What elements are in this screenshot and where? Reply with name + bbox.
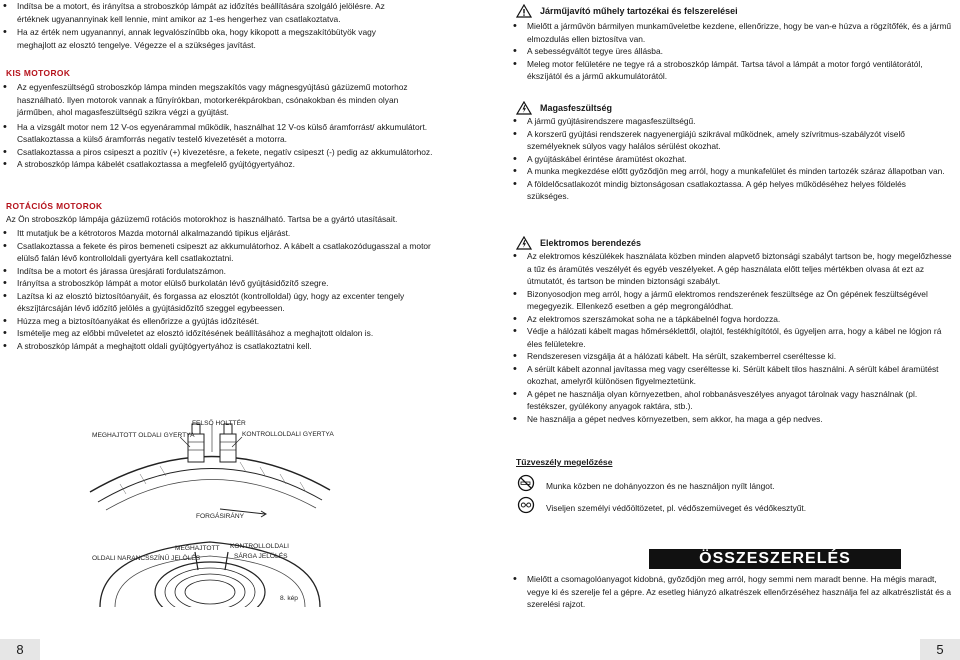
list-item: • Indítsa be a motort, és irányítsa a stroboszkóp lámpát az időzítés beállítására szolgáló jelölésre. Az értéknek ugyanannyinak kell lennie, mint amikor az 1-es hengerhez van csatlakoztatva. [0,0,405,25]
tuz-item-smoking: Munka közben ne dohányozzon és ne használjon nyílt lángot. [510,476,950,498]
rotary-engine-figure [80,412,360,607]
list-item: • Itt mutatjuk be a kétrotoros Mazda motornál alkalmazandó tipikus eljárást. [0,227,436,240]
protective-gear-icon [517,496,535,514]
label-kontroll-gyertya: KONTROLLOLDALI GYERTYA [242,431,334,438]
list-item: • A korszerű gyújtási rendszerek nagyenergiájú szikrával működnek, amely szívritmus-szabályzót viselő személyeknek súlyos vagy halálos sérülést okozhat. [510,128,950,153]
magas-title: Magasfeszültség [540,103,613,113]
label-forgasirany: FORGÁSIRÁNY [196,513,244,520]
high-voltage-icon [516,101,532,115]
list-item: • A jármű gyújtásirendszere magasfeszültségű. [510,115,950,128]
list-item: • Ha a vizsgált motor nem 12 V-os egyenárammal működik, használhat 12 V-os külső áramforrást/ akkumulátort. Csatlakoztassa a külső áramforrás negatív testelő kivezetését a motorra. [0,121,436,146]
jarmu-heading [510,5,960,18]
jarmu-list [510,20,958,83]
page-number-right: 5 [920,639,960,660]
list-item: • Rendszeresen vizsgálja át a hálózati kábelt. Ha sérült, szakemberrel cseréltesse ki. [510,350,958,363]
list-item: • A gyújtáskábel érintése áramütést okozhat. [510,153,950,166]
elek-title: Elektromos berendezés [540,238,642,248]
list-item: • Indítsa be a motort és járassa üresjárati fordulatszámon. [0,265,436,278]
label-kontrolloldali: KONTROLLOLDALI [230,543,289,550]
rotacios-intro: Az Ön stroboszkóp lámpája gázüzemű rotációs motorokhoz is használható. Tartsa be a gyártó utasításait. [6,214,398,224]
warning-icon [516,4,532,18]
list-item: • Védje a hálózati kábelt magas hőmérséklettől, olajtól, festékhígítótól, és ügyeljen arra, hogy a kábel ne lógjon rá éles felületekre. [510,325,958,350]
tuz-title: Tűzveszély megelőzése [516,457,613,467]
list-item: • A sebességváltót tegye üres állásba. [510,45,958,58]
list-item: • Bizonyosodjon meg arról, hogy a jármű elektromos rendszerének feszültsége az Ön gépének feszültségével megegyezik. Ellenkező esetben a gép megrongálódhat. [510,288,958,313]
electric-warning-icon [516,236,532,250]
label-sarga-jeloles: SÁRGA JELÖLÉS [234,553,288,560]
list-item: • Mielőtt a csomagolóanyagot kidobná, győződjön meg arról, hogy semmi nem maradt benne. Ha mégis maradt, vegye ki és szerelje fel a gépre. Az esetleg hiányzó alkatrészek ellenőrzéséhez használja fel az alkatrészlistát és a szerelési rajzot. [510,573,958,611]
list-item: • Ha az érték nem ugyanannyi, annak legvalószínűbb oka, hogy kikopott a megszakítóbütyök vagy meghajlott az elosztó tengelye. Végezze el a szükséges javítást. [0,26,405,51]
label-meghajtott: MEGHAJTOTT [175,545,220,552]
rotacios-list [0,227,436,352]
list-item: • A munka megkezdése előtt győződjön meg arról, hogy a munkafelület és minden tartozék száraz állapotban van. [510,165,950,178]
magas-list [510,115,950,203]
list-item: • Ismételje meg az előbbi műveletet az elosztó időzítésének beállításához a meghajtott oldalon is. [0,327,436,340]
kis-motorok-list [0,81,436,171]
label-felso-holtter: FELSŐ HOLTTÉR [192,420,246,427]
label-narancs-jeloles: OLDALI NARANCSSZÍNŰ JELÖLÉS [92,555,201,562]
magas-heading [510,102,960,115]
list-item: • Az egyenfeszültségű stroboszkóp lámpa minden megszakítós vagy mágnesgyújtású gázüzemű motorhoz használható. Ilyen motorok vannak a fűnyírókban, motorkerékpárokban, csónakokban és minden olyan járműben, ahol magasfeszültségű szikra végzi a gyújtást. [0,81,436,119]
elek-heading [510,237,960,250]
list-item: • Mielőtt a járművön bármilyen munkaműveletbe kezdene, ellenőrizze, hogy be van-e húzva a rögzítőfék, és a jármű elmozdulás ellen biztosítva van. [510,20,958,45]
list-item: • Csatlakoztassa a fekete és piros bemeneti csipeszt az akkumulátorhoz. A kábelt a csatlakozódugasszal a motor elülső falán lévő kontrolloldali gyertyára kell csatlakoztatni. [0,240,436,265]
list-item: • A földelőcsatlakozót mindig biztonságosan csatlakoztassa. A gép helyes működéséhez helyes földelés szükséges. [510,178,950,203]
list-item: • Meleg motor felületére ne tegye rá a stroboszkóp lámpát. Tartsa távol a lámpát a motor forgó ventilátorától, ékszíjától és a jármű akkumulátorától. [510,58,958,83]
kis-motorok-title: KIS MOTOROK [6,68,71,78]
list-item: • A stroboszkóp lámpa kábelét csatlakoztassa a megfelelő gyújtógyertyához. [0,158,436,171]
list-item: • Húzza meg a biztosítóanyákat és ellenőrizze a gyújtás időzítését. [0,315,436,328]
list-item: • Irányítsa a stroboszkóp lámpát a motor elülső burkolatán lévő gyújtásidőzítő szegre. [0,277,436,290]
osszeszereles-title: ÖSSZESZERELÉS [649,549,901,569]
osszeszereles-list [510,573,958,611]
list-item: • A gépet ne használja olyan környezetben, ahol robbanásveszélyes anyagot tárolnak vagy használnak (pl. festékszer, gyúlékony anyagok raktára, stb.). [510,388,958,413]
list-item: • A sérült kábelt azonnal javítassa meg vagy cseréltesse ki. Sérült kábelt tilos használni. A sérült kábel áramütést okozhat, amelyről különösen figyelmeztetünk. [510,363,958,388]
list-item: • Csatlakoztassa a piros csipeszt a pozitív (+) kivezetésre, a fekete, negatív csipeszt (-) pedig az akkumulátorhoz. [0,146,436,159]
list-item: • Az elektromos készülékek használata közben minden alapvető biztonsági szabályt tartson be, hogy megelőzhesse a tűz és áramütés veszélyét és egyéb veszélyeket. A gép használata előtt teljes mértékben olvasa át ezt az útmutatót, és tartson be minden biztonsági szabályt. [510,250,958,288]
elek-list [510,250,958,425]
list-item: • Az elektromos szerszámokat soha ne a tápkábelnél fogva hordozza. [510,313,958,326]
list-item: • A stroboszkóp lámpát a meghajtott oldali gyújtógyertyához is csatlakoztatni kell. [0,340,436,353]
tuz-item-protective: Viseljen személyi védőöltözetet, pl. védőszemüveget és védőkesztyűt. [510,498,950,520]
rotary-engine-drawing [80,412,360,607]
rotacios-motorok-title: ROTÁCIÓS MOTOROK [6,201,103,211]
list-item: • Lazítsa ki az elosztó biztosítóanyáit, és forgassa az elosztót (kontrolloldal) úgy, hogy az excenter tengely ékszíjtárcsáján lévő időzítő jelölés a gyújtásidőzítő szeggel egybeessen. [0,290,436,315]
intro-list [0,0,405,51]
list-item: • Ne használja a gépet nedves környezetben, sem akkor, ha maga a gép nedves. [510,413,958,426]
page-number-left: 8 [0,639,40,660]
label-meghajtott-gyertya: MEGHAJTOTT OLDALI GYERTYA [92,432,195,439]
no-smoking-icon [517,474,535,492]
jarmu-title: Járműjavító műhely tartozékai és felszerelései [540,6,738,16]
label-figure-number: 8. kép [280,595,298,602]
